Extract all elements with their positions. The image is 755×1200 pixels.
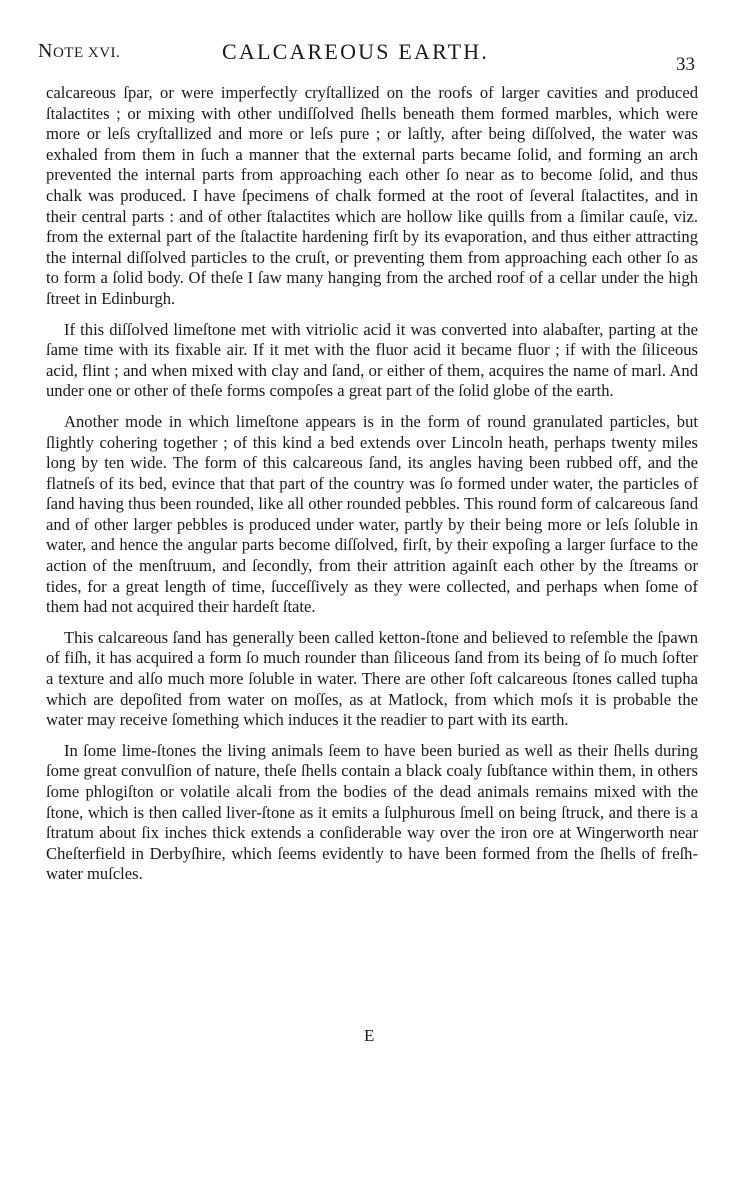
- paragraph: If this diſſolved limeſtone met with vitriolic acid it was converted into alabaſter, parting at the ſame time with its fixable air. If it met with the fluor acid it became fluor ; if with the ſiliceous acid, flint ; and when mixed with clay and ſand, or either of them, acquires the name of marl. And under one or other of theſe forms compoſes a great part of the ſolid globe of the earth.: [46, 319, 698, 401]
- paragraph: Another mode in which limeſtone appears is in the form of round granulated particles, but ſlightly cohering together ; of this kind a bed extends over Lincoln heath, perhaps twenty miles long by ten wide. The form of this calcareous ſand, its angles having been rubbed off, and the flatneſs of its bed, evince that that part of the country was ſo formed under water, the particles of ſand having thus been rounded, like all other rounded pebbles. This round form of calcareous ſand and of other larger pebbles is produced under water, partly by their being more or leſs ſoluble in water, and hence the angular parts become diſſolved, firſt, by their expoſing a larger ſurface to the action of the menſtruum, and ſecondly, from their attrition againſt each other by the ſtreams or tides, for a great length of time, ſucceſſively as they were collected, and perhaps when ſome of them had not acquired their hardeſt ſtate.: [46, 411, 698, 617]
- note-label: [38, 40, 120, 63]
- paragraph: In ſome lime-ſtones the living animals ſeem to have been buried as well as their ſhells during ſome great convulſion of nature, theſe ſhells contain a black coaly ſubſtance within them, in others ſome phlogiſton or volatile alcali from the bodies of the dead animals remains mixed with the ſtone, which is then called liver-ſtone as it emits a ſulphurous ſmell on being ſtruck, and there is a ſtratum about ſix inches thick extends a conſiderable way over the iron ore at Wingerworth near Cheſterfield in Derbyſhire, which ſeems evidently to have been formed from the ſhells of freſh-water muſcles.: [46, 740, 698, 884]
- note-label-rest: OTE XVI.: [52, 45, 121, 61]
- running-header: [30, 39, 695, 80]
- paragraph-continued: calcareous ſpar, or were imperfectly cryſtallized on the roofs of larger cavities and produced ſtalactites ; or mixing with other undiſſolved ſhells beneath them formed marbles, which were more or leſs cryſtallized and more or leſs pure ; or laſtly, after being diſſolved, the water was exhaled from them in ſuch a manner that the external parts became ſolid, and forming an arch prevented the internal parts from approaching each other ſo near as to become ſolid, and thus chalk was produced. I have ſpecimens of chalk formed at the root of ſeveral ſtalactites, and in their central parts : and of other ſtalactites which are hollow like quills from a ſimilar cauſe, viz. from the external part of the ſtalactite hardening firſt by its evaporation, and thus either attracting the internal diſſolved particles to the cruſt, or preventing them from approaching each other ſo as to form a ſolid body. Of theſe I ſaw many hanging from the arched roof of a cellar under the high ſtreet in Edinburgh.: [46, 83, 698, 308]
- running-title: CALCAREOUS EARTH.: [222, 39, 490, 64]
- page-number: 33: [676, 54, 695, 75]
- signature-mark: E: [364, 1026, 375, 1045]
- note-label-initial: N: [38, 40, 53, 62]
- paragraph: This calcareous ſand has generally been called ketton-ſtone and believed to reſemble the ſpawn of fiſh, it has acquired a form ſo much rounder than ſiliceous ſand from its being of ſo much ſofter a texture and alſo much more ſoluble in water. There are other ſoft calcareous ſtones called tupha which are depoſited from water on moſſes, as at Matlock, from which moſs it is probable the water may receive ſomething which induces it the readier to part with its earth.: [46, 627, 698, 730]
- body-text: [46, 83, 698, 885]
